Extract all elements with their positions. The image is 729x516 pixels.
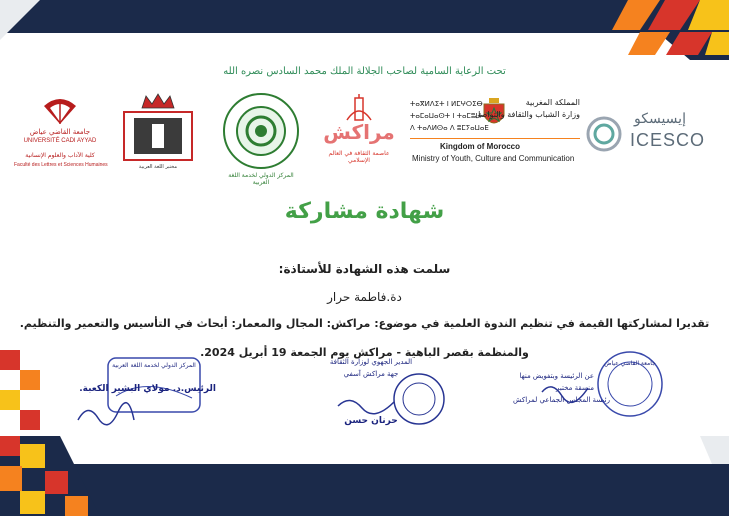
recipient-name: دة.فاطمة حرار xyxy=(327,290,402,304)
right-signature-block xyxy=(500,350,670,434)
marrakech-subtitle: عاصمة الثقافة في العالم الإسلامي xyxy=(328,150,390,164)
icesco-name-ar: إيسيسكو xyxy=(634,110,686,126)
ministry-name-ar-1: المملكة المغربية xyxy=(525,98,580,107)
laboratory-emblem-logo xyxy=(122,92,194,174)
mosque-minaret-icon xyxy=(344,94,374,122)
middle-signatory-title: المدير الجهوي لوزارة الثقافة xyxy=(329,358,413,366)
university-name-ar: جامعة القاضي عياض xyxy=(29,128,91,136)
right-signatory-line2: منسقة مختبر xyxy=(556,384,594,392)
marrakech-culture-logo xyxy=(320,94,398,176)
ministry-amazigh-1: ⵜⴰⴳⵍⴷⵉⵜ ⵏ ⵍⵎⵖⵔⵉⴱ xyxy=(410,100,483,108)
logos-row xyxy=(0,88,729,186)
ministry-name-ar-2: وزارة الشباب والثقافة والتواصل xyxy=(474,110,580,119)
right-signatory-line1: عن الرئيسة وبتفويض منها xyxy=(519,372,594,380)
bottom-decorative-band xyxy=(0,436,729,516)
university-faculty-ar: كلية الآداب والعلوم الإنسانية xyxy=(25,152,95,159)
appreciation-text: تقديرا لمشاركتها القيمة في تنظيم الندوة العلمية في موضوع: مراكش: المجال والمعمار: أبحاث في التأسيس والتعمير والتنظيم. xyxy=(19,317,710,330)
ministry-divider xyxy=(410,138,580,139)
middle-signature-scribble-icon xyxy=(336,392,396,416)
crown-icon xyxy=(140,92,176,110)
patronage-line: تحت الرعاية السامية لصاحب الجلالة الملك محمد السادس نصره الله xyxy=(223,66,506,77)
ministry-logo xyxy=(410,96,580,176)
international-center-logo xyxy=(222,92,300,186)
university-faculty-fr: Faculté des Lettres et Sciences Humaines xyxy=(14,162,108,168)
recipient-intro: سلمت هذه الشهادة للأستاذة: xyxy=(278,262,451,276)
emblem-caption: مختبر اللغة العربية xyxy=(138,164,178,170)
emblem-shield-icon xyxy=(122,110,194,162)
ministry-amazigh-3: ⴷ ⵜⴰⴷⵍⵙⴰ ⴷ ⵓⵎⵢⴰⵡⴰⴹ xyxy=(410,124,489,132)
left-signature-scribble-icon xyxy=(76,400,136,430)
event-location-date: والمنظمة بقصر الباهية - مراكش يوم الجمعة 19 أبريل 2024. xyxy=(200,346,529,359)
left-signatory-title: الرئيس.د. مولاي البشير الكعبة. xyxy=(79,384,216,394)
icesco-emblem-icon xyxy=(586,116,622,152)
left-stamp-text: المركز الدولي لخدمة اللغة العربية xyxy=(112,362,196,369)
right-stamp-text: جامعة القاضي عياض xyxy=(604,360,656,367)
university-logo xyxy=(14,96,106,178)
middle-signature-block xyxy=(296,358,446,438)
university-emblem-icon xyxy=(40,96,80,126)
ministry-kingdom-en: Kingdom of Morocco xyxy=(440,142,520,151)
certificate-title: شهادة مشاركة xyxy=(284,199,445,224)
icesco-name-en: ICESCO xyxy=(630,130,706,150)
marrakech-name: مراكش xyxy=(323,120,395,144)
top-decorative-band xyxy=(0,0,729,60)
ministry-name-en: Ministry of Youth, Culture and Communication xyxy=(412,154,575,163)
right-signatory-line3: رئيسة المجلس الجماعي لمراكش xyxy=(512,396,610,404)
icesco-logo xyxy=(586,110,714,160)
middle-signatory-name: حرنان حسن xyxy=(344,416,398,426)
ministry-amazigh-2: ⵜⴰⵎⴰⵡⴰⵙⵜ ⵏ ⵜⴰⵎⵓⵏⵜ xyxy=(410,112,483,120)
middle-signatory-region: جهة مراكش آسفي xyxy=(343,370,399,378)
center-name: المركز الدولي لخدمة اللغة العربية xyxy=(228,172,294,186)
right-signature-scribble-icon xyxy=(540,380,590,404)
left-side-pattern xyxy=(0,350,40,440)
left-signature-block xyxy=(66,356,216,436)
center-seal-icon xyxy=(222,92,300,170)
university-name-en: UNIVERSITÉ CADI AYYAD xyxy=(23,138,97,144)
